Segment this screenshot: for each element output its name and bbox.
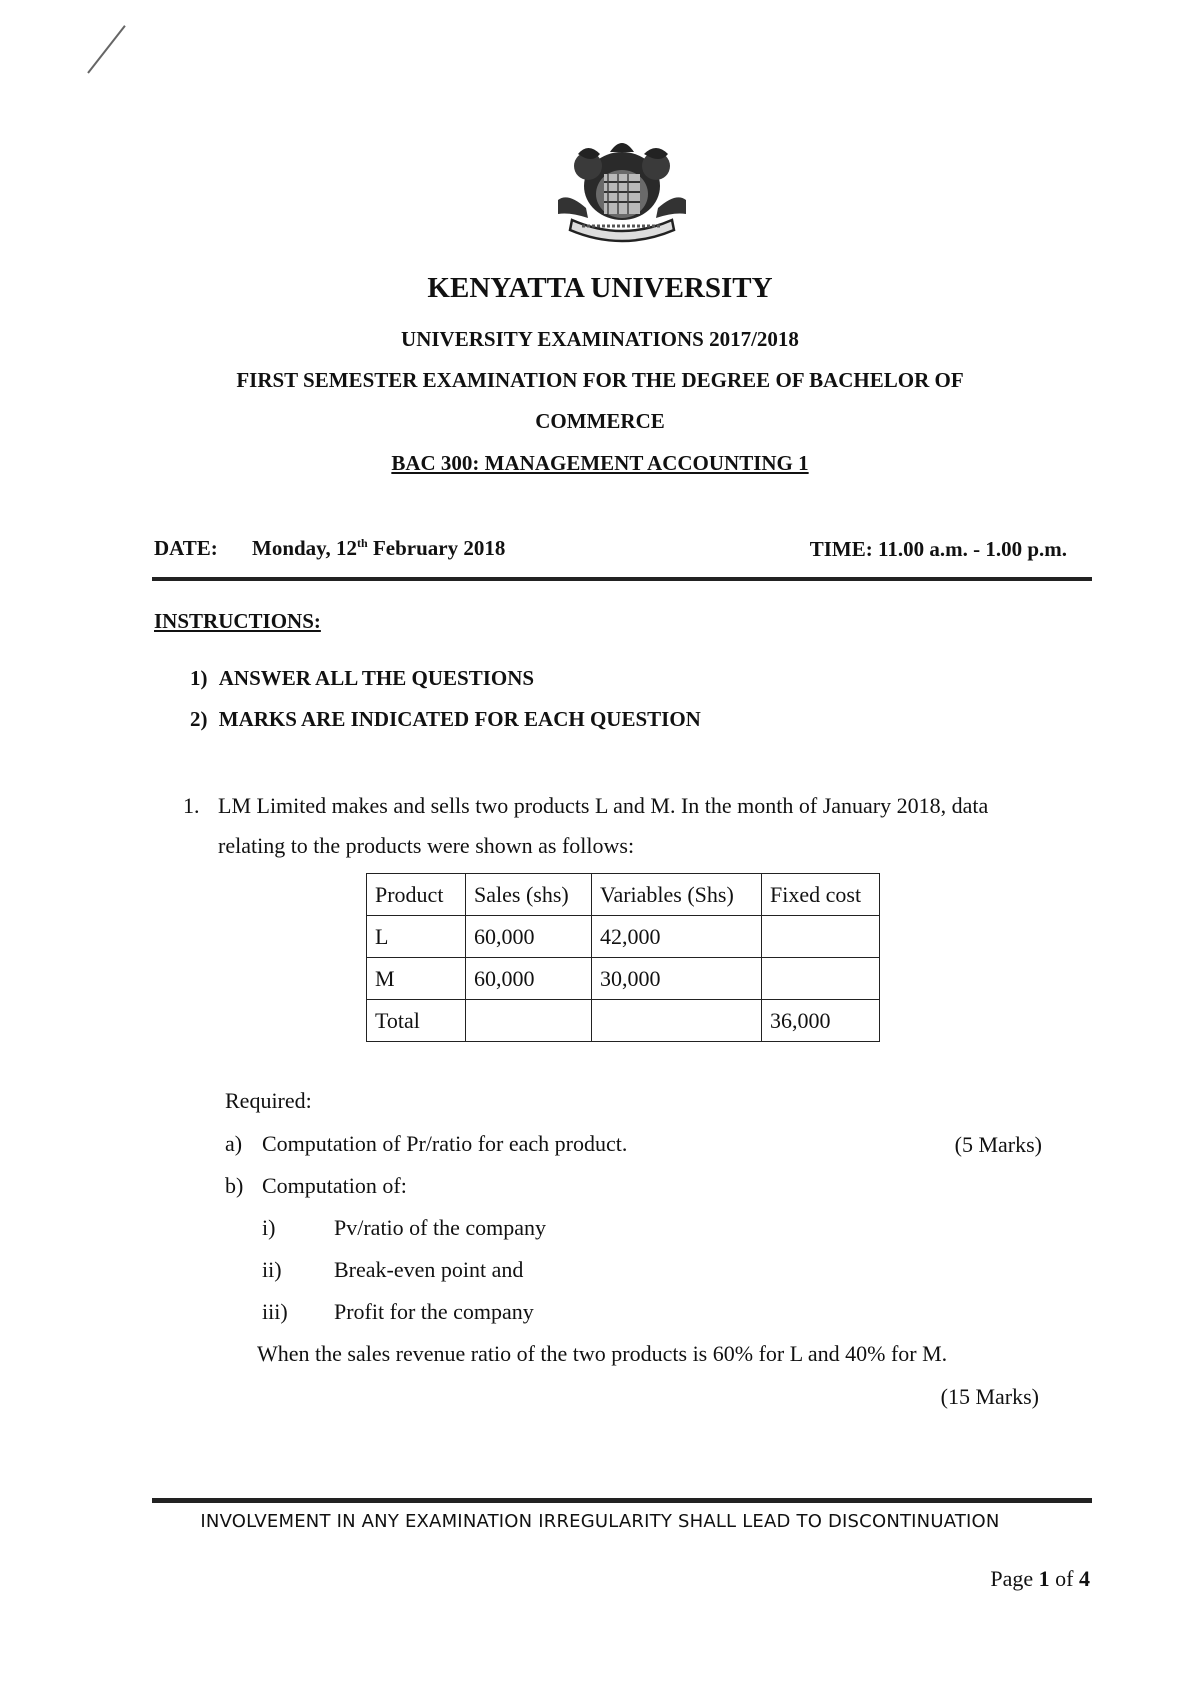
- university-crest-logo: [548, 134, 696, 250]
- table-cell: 36,000: [762, 1000, 880, 1042]
- table-row: [367, 1000, 880, 1042]
- pen-mark: [87, 25, 126, 74]
- subpart-label: iii): [262, 1299, 288, 1324]
- instruction-number: 1): [190, 666, 208, 690]
- table-cell: [592, 1000, 762, 1042]
- table-cell: 42,000: [592, 916, 762, 958]
- irregularity-warning: INVOLVEMENT IN ANY EXAMINATION IRREGULARITY SHALL LEAD TO DISCONTINUATION: [200, 1511, 1000, 1532]
- subpart-text: Profit for the company: [334, 1299, 534, 1324]
- table-header-cell: Variables (Shs): [592, 874, 762, 916]
- table-cell: [762, 958, 880, 1000]
- instruction-item: [190, 666, 534, 691]
- footer-divider: [152, 1498, 1092, 1503]
- instruction-text: MARKS ARE INDICATED FOR EACH QUESTION: [218, 707, 701, 731]
- page-prefix: Page: [990, 1566, 1039, 1591]
- header-divider: [152, 577, 1092, 581]
- instruction-text: ANSWER ALL THE QUESTIONS: [218, 666, 535, 690]
- date-superscript: th: [357, 536, 368, 550]
- required-label: Required:: [225, 1088, 312, 1113]
- course-title: BAC 300: MANAGEMENT ACCOUNTING 1: [391, 451, 809, 475]
- table-cell: [762, 916, 880, 958]
- table-row: [367, 958, 880, 1000]
- degree-line-2: COMMERCE: [535, 409, 665, 433]
- subpart-text: Pv/ratio of the company: [334, 1215, 547, 1240]
- page-current: 1: [1038, 1566, 1050, 1591]
- ratio-condition-text: When the sales revenue ratio of the two products is 60% for L and 40% for M.: [257, 1341, 948, 1366]
- degree-line-1: FIRST SEMESTER EXAMINATION FOR THE DEGREE OF BACHELOR OF: [236, 368, 964, 392]
- exam-date: [252, 536, 505, 561]
- instruction-number: 2): [190, 707, 208, 731]
- date-suffix: February 2018: [367, 536, 506, 560]
- exam-time: TIME: 11.00 a.m. - 1.00 p.m.: [809, 537, 1067, 561]
- part-a-text: Computation of Pr/ratio for each product.: [262, 1131, 628, 1156]
- question-text-line-2: relating to the products were shown as follows:: [218, 833, 635, 858]
- table-cell: M: [367, 958, 466, 1000]
- table-header-cell: Fixed cost: [762, 874, 880, 916]
- date-label: DATE:: [154, 536, 218, 560]
- table-header-row: [367, 874, 880, 916]
- instructions-heading: INSTRUCTIONS:: [154, 609, 321, 633]
- part-b-marks: (15 Marks): [940, 1384, 1039, 1409]
- question-text-line-1: LM Limited makes and sells two products L and M. In the month of January 2018, data: [218, 793, 989, 818]
- subpart-label: i): [262, 1215, 276, 1240]
- table-row: [367, 916, 880, 958]
- product-data-table: [366, 873, 880, 1042]
- subpart-label: ii): [262, 1257, 282, 1282]
- table-header-cell: Product: [367, 874, 466, 916]
- page-mid: of: [1049, 1566, 1079, 1591]
- table-header-cell: Sales (shs): [466, 874, 592, 916]
- part-b-label: b): [225, 1173, 244, 1198]
- part-a-label: a): [225, 1131, 243, 1156]
- page-number: [990, 1566, 1090, 1592]
- subpart-text: Break-even point and: [334, 1257, 524, 1282]
- exam-year: UNIVERSITY EXAMINATIONS 2017/2018: [401, 327, 799, 351]
- part-a-marks: (5 Marks): [954, 1132, 1042, 1157]
- table-cell: Total: [367, 1000, 466, 1042]
- table-cell: 30,000: [592, 958, 762, 1000]
- table-cell: 60,000: [466, 958, 592, 1000]
- question-number: 1.: [183, 793, 200, 818]
- part-b-text: Computation of:: [262, 1173, 407, 1198]
- date-prefix: Monday, 12: [252, 536, 358, 560]
- table-cell: 60,000: [466, 916, 592, 958]
- instruction-item: [190, 707, 701, 732]
- university-name: KENYATTA UNIVERSITY: [427, 272, 773, 304]
- table-cell: [466, 1000, 592, 1042]
- page-total: 4: [1079, 1566, 1090, 1591]
- table-cell: L: [367, 916, 466, 958]
